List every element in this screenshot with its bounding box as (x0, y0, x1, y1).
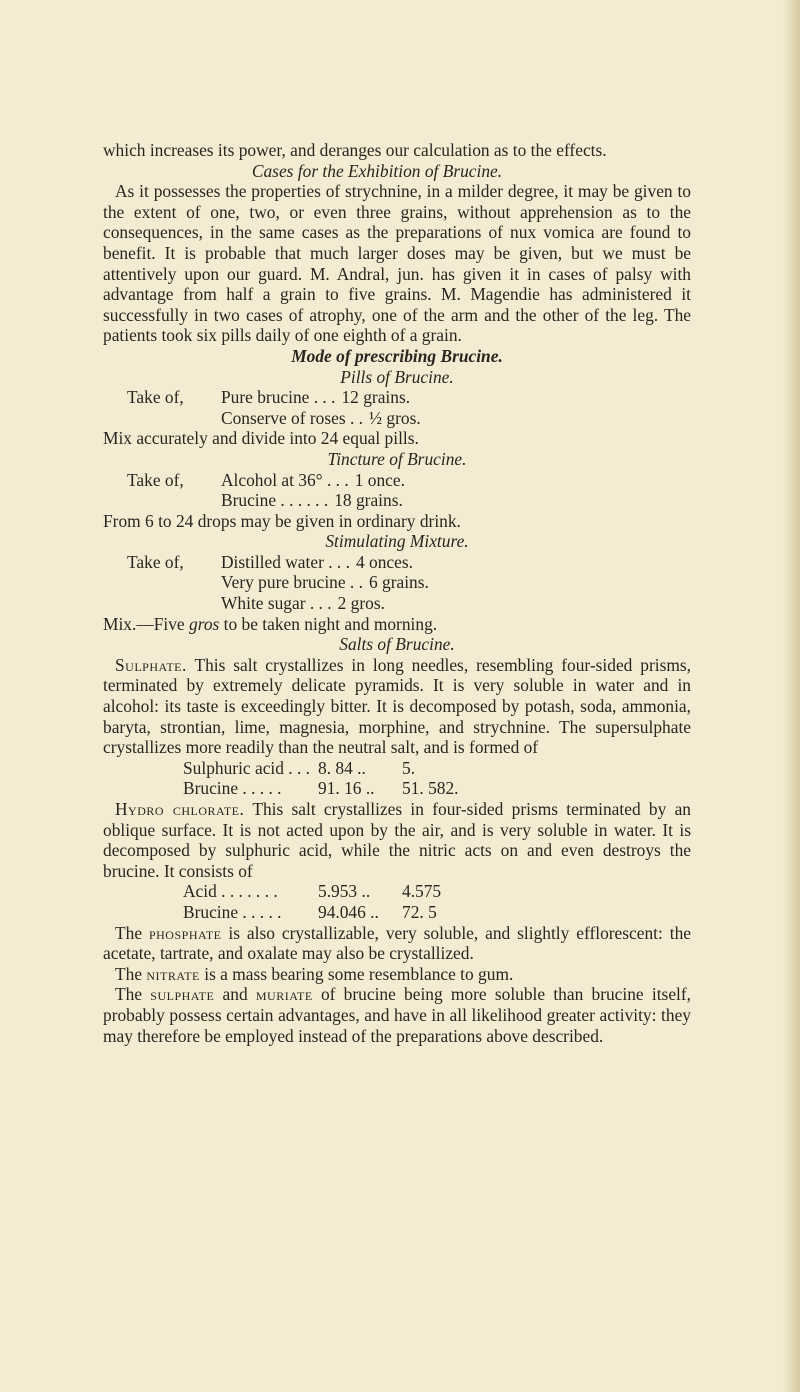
quantity: ½ gros. (369, 407, 421, 428)
mode-heading: Mode of prescribing Brucine. (291, 345, 503, 366)
tincture-instruction: From 6 to 24 drops may be given in ordinary drink. (103, 510, 461, 531)
sulphate-muriate-paragraph: The sulphate and muriate of brucine being more soluble than brucine itself, probably possess certain advantages, and have in all likelihood greater activity: they may therefore be employed instead of the preparations above described. (103, 984, 692, 1046)
sulphate-term: Sulphate. (115, 654, 187, 675)
cases-heading: Cases for the Exhibition of Brucine. (251, 160, 503, 181)
pills-heading: Pills of Brucine. (340, 366, 454, 387)
nitrate-paragraph: The nitrate is a mass bearing some resemblance to gum. (115, 963, 514, 984)
ingredient: Conserve of roses . . (221, 407, 363, 428)
sulphate-paragraph: Sulphate. This salt crystallizes in long needles, resembling four-sided prisms, terminated by extremely delicate pyramids. It is very soluble in water and in alcohol: its taste is exceedingly bitter. It is decomposed by potash, soda, ammonia, baryta, strontian, lime, magnesia, morphine, and strychnine. The supersulphate crystallizes more readily than the neutral salt, and is formed of (103, 654, 691, 758)
composition-row: Brucine . . . . . 94.046 .. 72. 5 (183, 901, 437, 922)
composition-row: Acid . . . . . . . 5.953 .. 4.575 (183, 881, 442, 902)
tincture-heading: Tincture of Brucine. (327, 448, 467, 469)
ingredient: White sugar . . . (221, 593, 332, 614)
hydrochlorate-paragraph: Hydro chlorate. This salt crystallizes in four-sided prisms terminated by an oblique surface. It is not acted upon by the air, and is very soluble in water. It is decomposed by sulphuric acid, while the nitric acts on and even destroys the brucine. It consists of (103, 799, 691, 881)
quantity: 1 once. (354, 469, 405, 490)
intro-paragraph: which increases its power, and deranges our calculation as to the effects. (103, 140, 607, 160)
ingredient: Alcohol at 36° . . . (221, 469, 349, 490)
hydrochlorate-term: Hydro chlorate. (115, 799, 245, 819)
recipe-row (103, 552, 691, 573)
tincture-recipe (103, 470, 691, 511)
composition-row: Brucine . . . . . 91. 16 .. 51. 582. (183, 778, 459, 799)
recipe-row (103, 470, 691, 491)
quantity: 2 gros. (337, 593, 385, 614)
ingredient: Pure brucine . . . (221, 387, 336, 408)
phosphate-paragraph: The phosphate is also crystallizable, very soluble, and slightly efflorescent: the acetate, tartrate, and oxalate may also be crystallized. (103, 922, 692, 964)
ingredient: Distilled water . . . (221, 551, 350, 572)
mixture-recipe (103, 552, 691, 614)
salts-heading: Salts of Brucine. (339, 634, 455, 655)
pills-instruction: Mix accurately and divide into 24 equal pills. (103, 428, 419, 449)
recipe-row (103, 593, 691, 614)
take-of-label: Take of, (127, 469, 184, 490)
quantity: 4 onces. (355, 551, 413, 572)
mixture-instruction: Mix.—Five gros to be taken night and morning. (103, 613, 438, 634)
composition-row: Sulphuric acid . . . 8. 84 .. 5. (183, 757, 416, 778)
page-edge-shadow (782, 0, 800, 1392)
take-of-label: Take of, (127, 551, 184, 572)
quantity: 18 grains. (334, 490, 403, 511)
cases-paragraph: As it possesses the properties of strychnine, in a milder degree, it may be given to the extent of one, two, or even three grains, without apprehension as to the consequences, in the same cases as the preparations of nux vomica are found to benefit. It is probable that much larger doses may be given, but we must be attentively upon our guard. M. Andral, jun. has given it in cases of palsy with advantage from half a grain to five grains. M. Magendie has administered it successfully in two cases of atrophy, one of the arm and the other of the leg. The patients took six pills daily of one eighth of a grain. (103, 181, 691, 346)
book-page (103, 140, 691, 1046)
take-of-label: Take of, (127, 387, 184, 408)
recipe-row (103, 408, 691, 429)
ingredient: Brucine . . . . . . (221, 490, 329, 511)
pills-recipe (103, 387, 691, 428)
quantity: 12 grains. (341, 387, 411, 408)
recipe-row (103, 387, 691, 408)
ingredient: Very pure brucine . . (221, 572, 363, 593)
recipe-row (103, 572, 691, 593)
mixture-heading: Stimulating Mixture. (325, 531, 469, 552)
quantity: 6 grains. (368, 572, 429, 593)
recipe-row (103, 490, 691, 511)
